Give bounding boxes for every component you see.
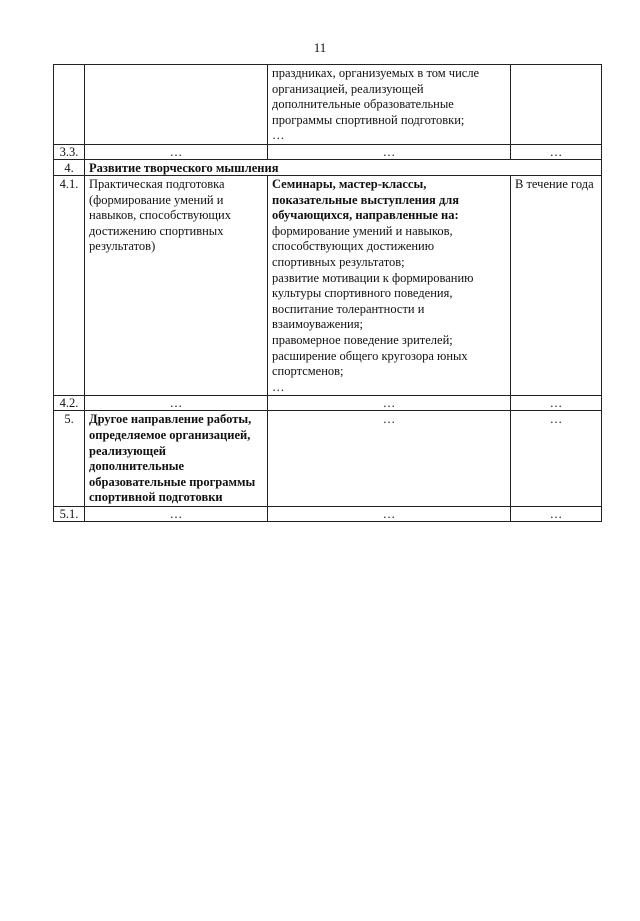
cell-line: определяемое организацией, bbox=[89, 427, 251, 442]
table-row-4-1 bbox=[54, 176, 602, 396]
cell-activity bbox=[85, 65, 268, 145]
cell-events: … bbox=[268, 145, 511, 160]
cell-line: программы спортивной подготовки; bbox=[272, 112, 465, 127]
cell-line: спортивных результатов; bbox=[272, 254, 405, 269]
section-row-4 bbox=[54, 160, 602, 176]
section-title: Развитие творческого мышления bbox=[85, 160, 602, 176]
table-row-continuation bbox=[54, 65, 602, 145]
cell-line: спортивной подготовки bbox=[89, 490, 223, 505]
cell-line: Другое направление работы, bbox=[89, 412, 252, 427]
row-number: 5. bbox=[54, 411, 85, 507]
cell-line: взаимоуважения; bbox=[272, 317, 363, 332]
cell-events bbox=[268, 176, 511, 396]
row-number: 4.1. bbox=[54, 176, 85, 396]
cell-deadline bbox=[511, 65, 602, 145]
table-row-5-1 bbox=[54, 506, 602, 521]
cell-activity bbox=[85, 176, 268, 396]
cell-activity: … bbox=[85, 145, 268, 160]
cell-events bbox=[268, 65, 511, 145]
cell-events: … bbox=[268, 411, 511, 507]
cell-line: воспитание толерантности и bbox=[272, 301, 425, 316]
cell-num bbox=[54, 65, 85, 145]
cell-line: результатов) bbox=[89, 239, 156, 254]
cell-line: достижению спортивных bbox=[89, 223, 224, 238]
cell-activity: … bbox=[85, 396, 268, 411]
cell-heading-line: обучающихся, направленные на: bbox=[272, 208, 459, 223]
cell-line: способствующих достижению bbox=[272, 239, 435, 254]
table-row-4-2 bbox=[54, 396, 602, 411]
cell-line: правомерное поведение зрителей; bbox=[272, 332, 453, 347]
cell-line: Практическая подготовка bbox=[89, 177, 225, 191]
cell-events: … bbox=[268, 506, 511, 521]
cell-events: … bbox=[268, 396, 511, 411]
cell-line: расширение общего кругозора юных bbox=[272, 348, 468, 363]
cell-activity: … bbox=[85, 506, 268, 521]
cell-line: дополнительные bbox=[89, 459, 185, 474]
cell-line: … bbox=[272, 128, 285, 143]
cell-deadline: … bbox=[511, 145, 602, 160]
row-number: 4. bbox=[54, 160, 85, 176]
row-number: 3.3. bbox=[54, 145, 85, 160]
cell-line: дополнительные образовательные bbox=[272, 97, 454, 112]
table-row-5 bbox=[54, 411, 602, 507]
row-number: 4.2. bbox=[54, 396, 85, 411]
cell-deadline: … bbox=[511, 506, 602, 521]
cell-deadline: … bbox=[511, 411, 602, 507]
cell-line: образовательные программы bbox=[89, 474, 256, 489]
cell-heading-line: показательные выступления для bbox=[272, 192, 460, 207]
cell-line: (формирование умений и bbox=[89, 192, 224, 207]
cell-line: праздниках, организуемых в том числе bbox=[272, 66, 480, 80]
cell-line: реализующей bbox=[89, 443, 166, 458]
activity-plan-table bbox=[53, 64, 602, 522]
page-number: 11 bbox=[313, 40, 327, 55]
cell-activity bbox=[85, 411, 268, 507]
cell-line: организацией, реализующей bbox=[272, 81, 424, 96]
cell-line: развитие мотивации к формированию bbox=[272, 270, 474, 285]
cell-line: навыков, способствующих bbox=[89, 208, 231, 223]
row-number: 5.1. bbox=[54, 506, 85, 521]
cell-line: формирование умений и навыков, bbox=[272, 223, 453, 238]
cell-line: … bbox=[272, 379, 285, 394]
cell-deadline: В течение года bbox=[511, 176, 602, 396]
cell-heading-line: Семинары, мастер-классы, bbox=[272, 177, 427, 191]
cell-line: спортсменов; bbox=[272, 364, 344, 379]
cell-deadline: … bbox=[511, 396, 602, 411]
cell-line: культуры спортивного поведения, bbox=[272, 286, 453, 301]
table-row-3-3 bbox=[54, 145, 602, 160]
